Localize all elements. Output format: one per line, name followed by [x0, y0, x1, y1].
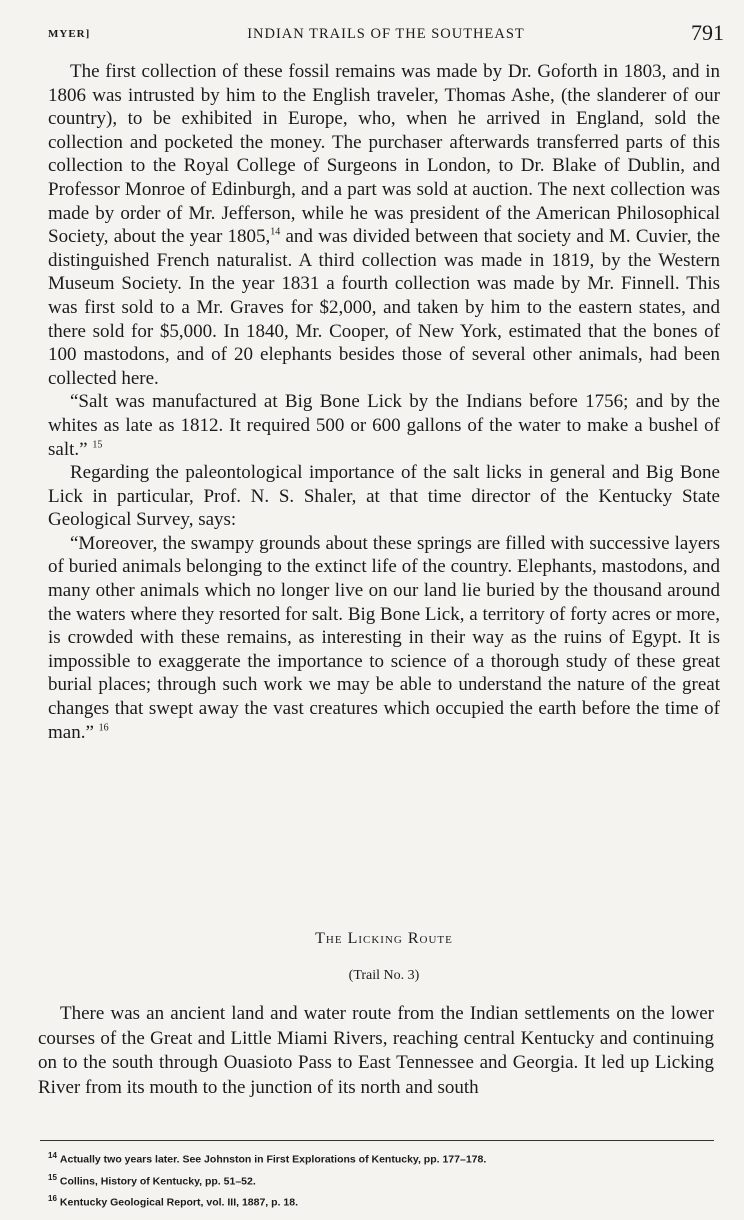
- footnote-text: Collins, History of Kentucky, pp. 51–52.: [59, 1175, 256, 1187]
- footnote-ref: 16: [98, 722, 109, 734]
- paragraph-text: “Salt was manufactured at Big Bone Lick by the Indians before 1756; and by the whites as late as 1812. It required 500 or 600 gallons of the water to make a bushel of salt.”: [48, 391, 720, 460]
- paragraph-quote: [48, 532, 720, 744]
- footnote-item: [48, 1147, 708, 1169]
- footnotes: [48, 1147, 708, 1212]
- footnote-item: [48, 1169, 708, 1191]
- section-heading-text: The Licking Route: [315, 930, 453, 947]
- paragraph-text: Regarding the paleontological importance of the salt licks in general and Big Bone Lick in particular, Prof. N. S. Shaler, at that time director of the Kentucky State Geological Survey, says:: [48, 462, 720, 531]
- footnote-ref: 14: [270, 226, 281, 238]
- paragraph-text: The first collection of these fossil remains was made by Dr. Goforth in 1803, and in 1806 was intrusted by him to the English traveler, Thomas Ashe, (the slanderer of our country), to be exhibited in Europe, who, when he arrived in England, sold the collection and pocketed the money. The purchaser afterwards transferred parts of this collection to the Royal College of Surgeons in London, to Dr. Blake of Dublin, and Professor Monroe of Edinburgh, and a part was sold at auction. The next collection was made by order of Mr. Jefferson, while he was president of the American Philosophical Society, about the year 1805,: [48, 61, 720, 248]
- running-title: INDIAN TRAILS OF THE SOUTHEAST: [247, 26, 525, 42]
- section-text: [38, 1002, 714, 1100]
- page-number: 791: [691, 20, 724, 45]
- paragraph-collections: [48, 60, 720, 390]
- footnote-number: 16: [48, 1194, 57, 1203]
- paragraph-text: “Moreover, the swampy grounds about these springs are filled with successive layers of buried animals belonging to the extinct life of the country. Elephants, mastodons, and many other animals which no longer live on our land lie buried by the thousand around the waters where they resorted for salt. Big Bone Lick, a territory of forty acres or more, is crowded with these remains, as interesting in their way as the ruins of Egypt. It is impossible to exaggerate the importance to science of a thorough study of these great burial places; through such work we may be able to understand the nature of the great changes that swept away the vast creatures which occupied the earth before the time of man.”: [48, 532, 720, 743]
- main-text: [48, 60, 720, 744]
- footnote-text: Actually two years later. See Johnston in First Explorations of Kentucky, pp. 177–178.: [59, 1153, 487, 1166]
- footnote-text: Kentucky Geological Report, vol. III, 1887, p. 18.: [59, 1196, 298, 1209]
- footnote-ref: 15: [92, 439, 103, 451]
- paragraph-salt: [48, 390, 720, 461]
- footnote-number: 14: [48, 1151, 57, 1160]
- footnote-number: 15: [48, 1172, 57, 1182]
- running-header: [48, 22, 724, 52]
- paragraph-shaler: [48, 461, 720, 532]
- footnote-item: [48, 1190, 708, 1212]
- section-subheading: (Trail No. 3): [348, 968, 420, 983]
- paragraph-licking-route: There was an ancient land and water route from the Indian settlements on the lower courses of the Great and Little Miami Rivers, reaching central Kentucky and continuing on to the south through Ouasioto Pass to East Tennessee and Georgia. It led up Licking River from its mouth to the junction of its north and south: [38, 1003, 714, 1098]
- author-tag: MYER]: [48, 28, 91, 40]
- section-heading: [48, 930, 720, 948]
- paragraph-text: and was divided between that society and M. Cuvier, the distinguished French naturalist. A third collection was made in 1819, by the Western Museum Society. In the year 1831 a fourth collection was made by Mr. Finnell. This was first sold to a Mr. Graves for $2,000, and taken by him to the eastern states, and there sold for $5,000. In 1840, Mr. Cooper, of New York, estimated that the bones of 100 mastodons, and of 20 elephants besides those of several other animals, had been collected here.: [48, 226, 720, 389]
- footnote-rule: [40, 1140, 714, 1141]
